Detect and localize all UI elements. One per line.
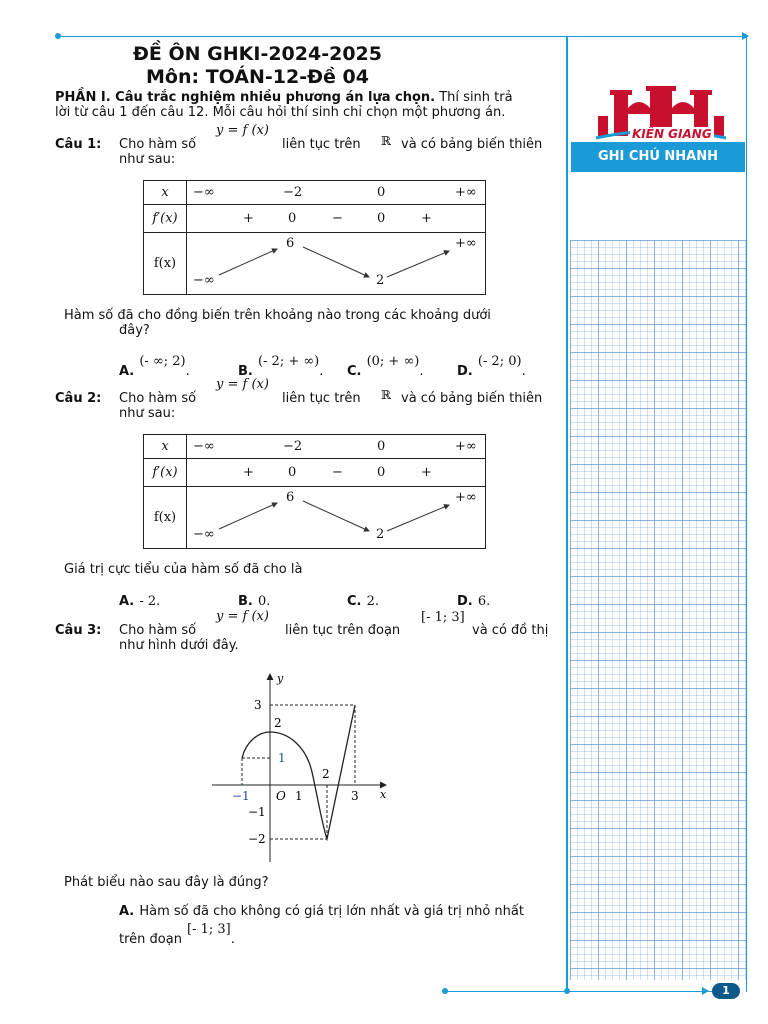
bbt2-sign-1: + xyxy=(243,465,254,480)
bbt2-sign-5: + xyxy=(421,465,432,480)
page-title-line2: Môn: TOÁN-12-Đề 04 xyxy=(146,66,369,88)
bbt2-sign-2: 0 xyxy=(288,465,297,480)
q2-stem-c: và có bảng biến thiên xyxy=(401,391,543,406)
q1-label: Câu 1: xyxy=(55,137,102,152)
footer-dot-left xyxy=(442,988,448,994)
bbt-sign-5: + xyxy=(421,211,432,226)
graph-x-label: x xyxy=(380,788,387,801)
bbt2-x-label: x xyxy=(144,435,187,459)
graph-x-tick-1: 1 xyxy=(295,789,303,803)
sidebar-divider xyxy=(566,36,568,992)
bbt2-arrows xyxy=(187,487,487,549)
q1-option-c[interactable]: $_{C.}$ (0; + $\infty)_.$ xyxy=(347,354,424,379)
q3-graph xyxy=(208,664,398,864)
q3-stem-b: liên tục trên đoạn xyxy=(285,623,401,638)
footer-arrow xyxy=(702,987,709,995)
top-rule-dot xyxy=(55,33,61,39)
graph-y-tick-1: 1 xyxy=(278,751,286,765)
q2-domain: ℝ xyxy=(381,388,391,402)
q2-option-d[interactable]: D. 6. xyxy=(457,594,491,609)
bbt-x-pos-inf: +∞ xyxy=(455,185,477,200)
q2-option-b-value: 0 xyxy=(257,594,267,609)
graph-y-tick-2: 2 xyxy=(274,716,282,730)
bbt2-x-neg-inf: −∞ xyxy=(193,439,215,454)
q1-option-a-letter: A. xyxy=(119,364,135,379)
bbt-f-2: 2 xyxy=(376,273,385,288)
graph-y-label: y xyxy=(277,672,284,685)
q1-function: y = f (x) xyxy=(216,123,269,138)
page-title-line1: ĐỀ ÔN GHKI-2024-2025 xyxy=(132,43,382,65)
q2-option-a-value: - 2 xyxy=(139,594,157,609)
bbt-x-minus2: −2 xyxy=(283,185,303,200)
bbt-fp-label: f′(x) xyxy=(144,205,187,233)
part1-heading: PHẦN I. Câu trắc nghiệm nhiều phương án lựa chọn. xyxy=(55,90,436,105)
part1-intro-rest: Thí sinh trả xyxy=(435,90,513,105)
variation-table-1 xyxy=(143,180,486,295)
variation-table-2 xyxy=(143,434,486,549)
q1-option-d[interactable]: $_{D.}$ (- 2; $0)_.$ xyxy=(457,354,526,379)
notes-title: GHI CHÚ NHANH xyxy=(571,142,745,172)
q1-option-a[interactable]: $_{A.}$ (- ∞; $2)_.$ xyxy=(119,354,190,379)
bbt-sign-3: − xyxy=(332,211,343,226)
q1-option-c-value: (0; + ∞) xyxy=(366,354,420,369)
graph-x-tick-3: 3 xyxy=(351,789,359,803)
bbt2-f-label: f(x) xyxy=(144,487,187,549)
bbt-f-label: f(x) xyxy=(144,233,187,295)
q1-option-a-value: (- ∞; 2) xyxy=(139,354,186,369)
bbt2-fp-label: f′(x) xyxy=(144,459,187,487)
graph-x-tick-minus1: −1 xyxy=(232,789,250,803)
q2-option-c-value: 2 xyxy=(366,594,375,609)
q1-domain: ℝ xyxy=(381,134,391,148)
q1-stem-line2: như sau: xyxy=(119,152,176,167)
bbt-f-6: 6 xyxy=(286,236,295,251)
q2-option-b-letter: B. xyxy=(238,594,253,609)
q3-option-a-tail: trên đoạn xyxy=(119,932,182,947)
footer-dot-mid xyxy=(564,988,570,994)
q3-option-a[interactable] xyxy=(119,900,564,919)
bbt2-f-2: 2 xyxy=(376,527,385,542)
q1-stem-a: Cho hàm số xyxy=(119,137,197,152)
q2-option-a-letter: A. xyxy=(119,594,135,609)
q2-stem-line2: như sau: xyxy=(119,406,176,421)
q1-stem-b: liên tục trên xyxy=(282,137,361,152)
q3-question: Phát biểu nào sau đây là đúng? xyxy=(64,875,269,890)
part1-intro-line2: lời từ câu 1 đến câu 12. Mỗi câu hỏi thí sinh chỉ chọn một phương án. xyxy=(55,105,506,120)
bbt-x-0: 0 xyxy=(377,185,386,200)
q2-option-c[interactable]: C. 2. xyxy=(347,594,379,609)
bbt2-f-pos-inf: +∞ xyxy=(455,490,477,505)
q3-label: Câu 3: xyxy=(55,623,102,638)
q3-option-a-letter: A. xyxy=(119,904,135,919)
q1-option-b-letter: B. xyxy=(238,364,253,379)
q1-question-line1: Hàm số đã cho đồng biến trên khoảng nào trong các khoảng dưới xyxy=(64,308,491,323)
q2-option-b[interactable]: B. 0. xyxy=(238,594,271,609)
q2-option-d-letter: D. xyxy=(457,594,473,609)
bbt-x-label: x xyxy=(144,181,187,205)
bbt-x-neg-inf: −∞ xyxy=(193,185,215,200)
bbt-f-pos-inf: +∞ xyxy=(455,236,477,251)
q3-stem-c: và có đồ thị xyxy=(472,623,549,638)
bbt-arrows xyxy=(187,233,487,295)
bbt2-x-pos-inf: +∞ xyxy=(455,439,477,454)
bbt2-f-neg-inf: −∞ xyxy=(193,527,215,542)
top-rule xyxy=(58,36,748,37)
bbt2-f-6: 6 xyxy=(286,490,295,505)
q3-stem-line2: như hình dưới đây. xyxy=(119,638,239,653)
q1-option-c-letter: C. xyxy=(347,364,362,379)
q2-stem-b: liên tục trên xyxy=(282,391,361,406)
graph-x-tick-2: 2 xyxy=(322,767,330,781)
q3-option-a-text: Hàm số đã cho không có giá trị lớn nhất và giá trị nhỏ nhất xyxy=(139,904,524,919)
q1-option-d-value: (- 2; 0) xyxy=(477,354,522,369)
graph-y-tick-3: 3 xyxy=(254,698,262,712)
q3-interval: [- 1; 3] xyxy=(421,610,465,625)
graph-y-tick-minus2: −2 xyxy=(248,832,266,846)
part1-intro xyxy=(55,90,567,105)
q2-option-a[interactable]: A. - 2. xyxy=(119,594,161,609)
q1-option-b[interactable]: $_{B.}$ (- 2; + $\infty)_.$ xyxy=(238,354,324,379)
graph-origin: O xyxy=(276,789,286,803)
q3-option-a-interval: [- 1; 3] xyxy=(187,922,231,937)
bbt2-x-minus2: −2 xyxy=(283,439,303,454)
footer-rule xyxy=(445,991,737,992)
bbt2-x-0: 0 xyxy=(377,439,386,454)
page-number: 1 xyxy=(712,983,740,999)
q1-stem-c: và có bảng biến thiên xyxy=(401,137,543,152)
q1-option-b-value: (- 2; + ∞) xyxy=(257,354,320,369)
bbt-f-neg-inf: −∞ xyxy=(193,273,215,288)
q2-question: Giá trị cực tiểu của hàm số đã cho là xyxy=(64,562,303,577)
q2-option-c-letter: C. xyxy=(347,594,362,609)
bbt2-sign-3: − xyxy=(332,465,343,480)
bbt2-sign-4: 0 xyxy=(377,465,386,480)
q1-option-d-letter: D. xyxy=(457,364,473,379)
graph-y-tick-minus1: −1 xyxy=(248,805,266,819)
q1-question-line2: đây? xyxy=(119,323,150,338)
sidebar-right-border xyxy=(746,36,747,992)
bbt-sign-1: + xyxy=(243,211,254,226)
q3-function: y = f (x) xyxy=(216,609,269,624)
bbt-sign-2: 0 xyxy=(288,211,297,226)
q2-stem-a: Cho hàm số xyxy=(119,391,197,406)
brand-name: KIÊN GIANG xyxy=(632,127,712,141)
q3-stem-a: Cho hàm số xyxy=(119,623,197,638)
q2-label: Câu 2: xyxy=(55,391,102,406)
q2-option-d-value: 6 xyxy=(477,594,487,609)
notes-grid xyxy=(570,240,746,980)
bbt-sign-4: 0 xyxy=(377,211,386,226)
q2-function: y = f (x) xyxy=(216,377,269,392)
q3-option-a-line2: $_{trên đoạn}$ [- 1; $3]_.$ xyxy=(119,922,235,947)
